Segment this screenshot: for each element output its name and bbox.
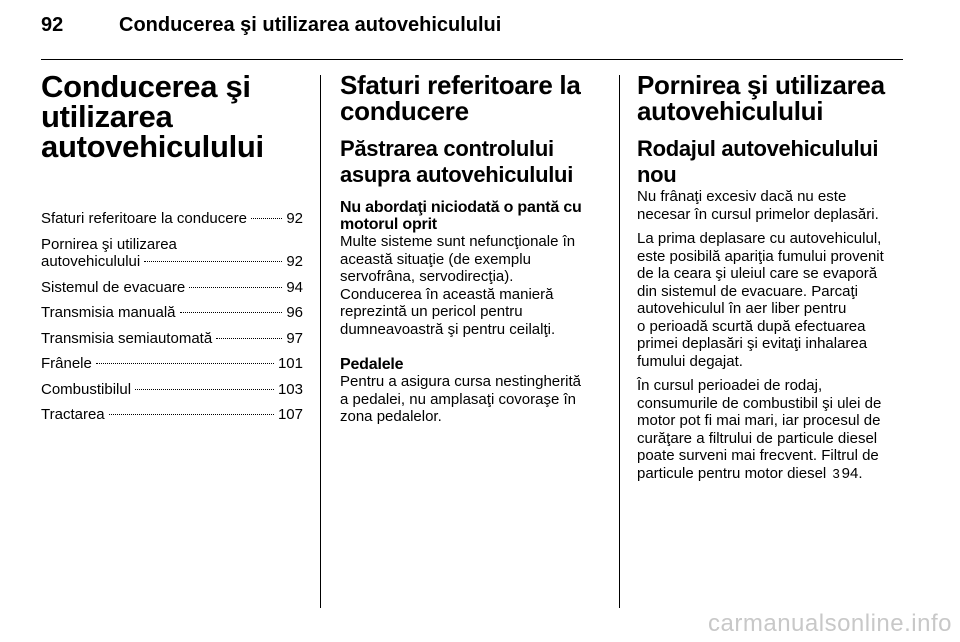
warning-body: [340, 233, 608, 338]
toc-leader-dots: [189, 287, 282, 288]
toc-entry-page: 107: [277, 406, 303, 423]
toc-entry-page: 94: [286, 278, 303, 296]
toc-entry-title: Combustibilul: [41, 380, 132, 398]
toc-leader-dots: [144, 261, 282, 262]
toc-leader-dots: [109, 414, 274, 415]
body-line: motor pot fi mai mari, iar procesul de: [637, 412, 881, 429]
subsection-title-line: Păstrarea controlului: [340, 136, 554, 161]
toc-leader-dots: [135, 389, 274, 390]
toc-entry[interactable]: [41, 330, 303, 348]
section-title-line: Sfaturi referitoare la: [340, 70, 581, 100]
warning-heading-line: motorul oprit: [340, 216, 437, 233]
toc-entry-page: 96: [286, 304, 303, 321]
paragraph: [637, 188, 907, 223]
body-line: poate surveni mai frecvent. Filtrul de: [637, 447, 879, 464]
body-line: curăţare a filtrului de particule diesel: [637, 429, 878, 447]
subsection-title: [340, 136, 608, 188]
column-starting-operation: [637, 72, 907, 482]
chapter-title-line: Conducerea şi: [41, 69, 251, 104]
subsection-title-line: Rodajul autovehiculului: [637, 136, 879, 161]
body-line: fumului degajat.: [637, 352, 743, 370]
body-line: La prima deplasare cu autovehiculul,: [637, 230, 882, 247]
body-line: a pedalei, nu amplasaţi covoraşe în: [340, 390, 576, 408]
body-line: această situaţie (de exemplu: [340, 250, 531, 268]
body-line: Pentru a asigura cursa nestingherită: [340, 373, 581, 390]
body-line: Conducerea în această manieră: [340, 285, 554, 303]
toc-leader-dots: [216, 338, 282, 339]
toc-entry[interactable]: [41, 236, 303, 271]
body-line: În cursul perioadei de rodaj,: [637, 377, 823, 394]
body-line: Nu frânaţi excesiv dacă nu este: [637, 188, 847, 205]
body-line: zona pedalelor.: [340, 408, 442, 425]
toc-entry-title: Frânele: [41, 355, 92, 372]
body-line: o perioadă scurtă după efectuarea: [637, 317, 866, 335]
column-divider: [619, 75, 620, 608]
chapter-title: [41, 69, 303, 164]
watermark: carmanualsonline.info: [708, 610, 952, 637]
section-title-line: conducere: [340, 96, 469, 126]
warning-heading-line: Nu abordaţi niciodată o pantă cu: [340, 199, 582, 216]
body-line: [637, 465, 907, 483]
toc-entry-title: Transmisia manuală: [41, 304, 176, 321]
chapter-title-line: utilizarea: [41, 99, 173, 134]
body-line: de la ceara şi uleiul care se evaporă: [637, 265, 878, 282]
toc-entry[interactable]: [41, 406, 303, 424]
section-title: [637, 72, 907, 124]
subsection-title-line: nou: [637, 162, 677, 187]
toc-entry-page: 97: [286, 329, 303, 347]
page-header: [41, 14, 921, 44]
header-divider: [41, 59, 903, 60]
subsection-title: [637, 136, 907, 188]
pedals-heading: Pedalele: [340, 356, 404, 373]
toc-entry-title: autovehiculului: [41, 253, 141, 270]
body-line: din sistemul de evacuare. Parcaţi: [637, 282, 858, 300]
body-line: dumneavoastră şi pentru ceilalţi.: [340, 320, 556, 338]
section-title: [340, 72, 608, 124]
body-line: este posibilă apariţia fumului provenit: [637, 247, 884, 265]
toc-entry-title: Pornirea şi utilizarea: [41, 235, 177, 253]
toc-entry[interactable]: [41, 210, 303, 228]
toc-entry-page: 101: [277, 355, 303, 372]
column-divider: [320, 75, 321, 608]
body-line: reprezintă un pericol pentru: [340, 303, 523, 320]
warning-heading: [340, 199, 608, 233]
pedals-body: [340, 373, 608, 426]
body-text: particule pentru motor diesel: [637, 464, 827, 482]
body-line: Multe sisteme sunt nefuncţionale în: [340, 233, 576, 250]
section-title-line: autovehiculului: [637, 96, 824, 126]
paragraph: [637, 230, 907, 370]
arrow-reference-icon[interactable]: 3: [832, 465, 840, 481]
body-line: primei deplasări şi evitaţi inhalarea: [637, 335, 868, 352]
body-line: autovehiculul în aer liber pentru: [637, 300, 847, 317]
table-of-contents: [41, 210, 303, 424]
toc-entry-title: Tractarea: [41, 406, 105, 423]
column-driving-tips: [340, 72, 608, 426]
page-number: 92: [41, 14, 64, 36]
toc-entry-title: Sistemul de evacuare: [41, 278, 186, 296]
toc-leader-dots: [180, 312, 283, 313]
toc-entry-title: Transmisia semiautomată: [41, 329, 213, 347]
toc-entry[interactable]: [41, 304, 303, 322]
body-line: servofrâna, servodirecţia).: [340, 268, 514, 285]
toc-leader-dots: [96, 363, 274, 364]
column-contents: [41, 69, 303, 432]
toc-leader-dots: [251, 218, 282, 219]
toc-entry-page: 92: [286, 210, 303, 227]
chapter-title-line: autovehiculului: [41, 129, 264, 164]
section-title-line: Pornirea şi utilizarea: [637, 70, 885, 100]
toc-entry[interactable]: [41, 381, 303, 399]
toc-entry[interactable]: [41, 279, 303, 297]
toc-entry[interactable]: [41, 355, 303, 373]
toc-entry-page: 92: [286, 253, 303, 270]
reference-page[interactable]: 94.: [841, 464, 863, 482]
body-line: consumurile de combustibil şi ulei de: [637, 394, 882, 412]
body-line: necesar în cursul primelor deplasări.: [637, 205, 879, 223]
running-title: Conducerea şi utilizarea autovehiculului: [119, 14, 502, 36]
paragraph: [637, 377, 907, 482]
subsection-title-line: asupra autovehiculului: [340, 162, 574, 187]
toc-entry-page: 103: [277, 380, 303, 398]
toc-entry-title: Sfaturi referitoare la conducere: [41, 210, 247, 227]
